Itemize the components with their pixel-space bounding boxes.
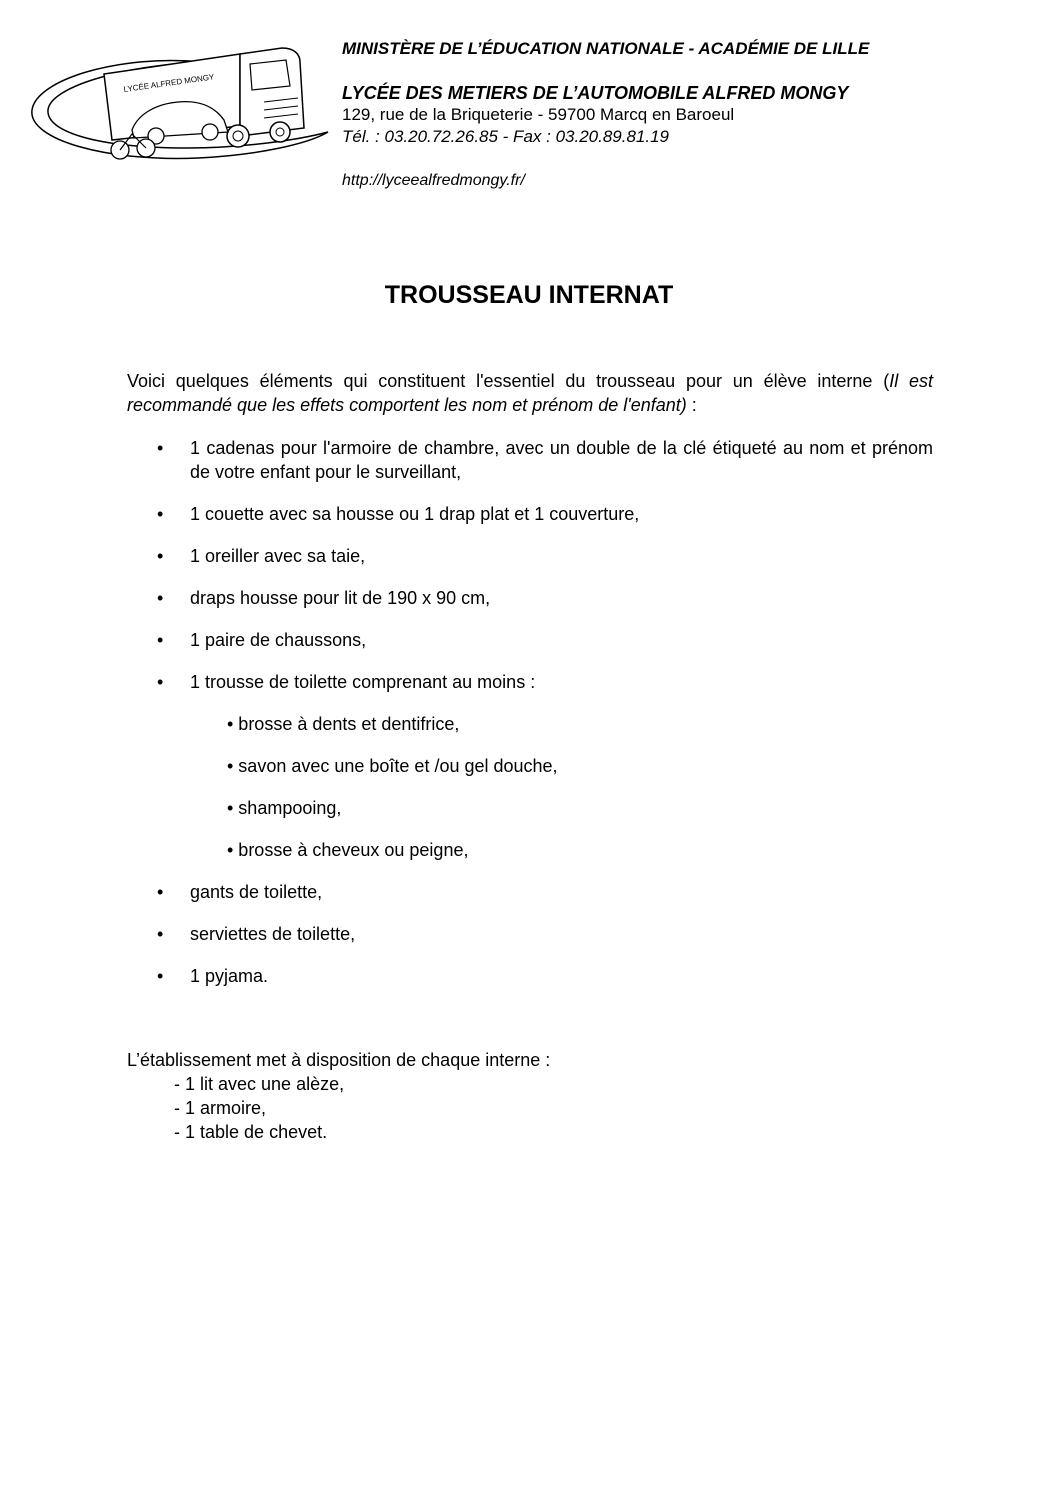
school-address: 129, rue de la Briqueterie - 59700 Marcq en Baroeul [342, 105, 735, 124]
sublist-item: • brosse à cheveux ou peigne, [227, 840, 469, 860]
bullet: • [157, 438, 164, 458]
list-item-text: draps housse pour lit de 190 x 90 cm, [190, 588, 491, 608]
bullet: • [157, 882, 164, 902]
bullet: • [157, 966, 164, 986]
list-item [127, 586, 933, 610]
school-name: LYCÉE DES METIERS DE L’AUTOMOBILE ALFRED MONGY [342, 83, 849, 103]
school-header [342, 38, 1022, 192]
list-item [127, 880, 933, 904]
list-item-text: 1 couette avec sa housse ou 1 drap plat et 1 couverture, [190, 504, 640, 524]
bullet: • [157, 588, 164, 608]
school-logo [28, 40, 334, 168]
page-title: TROUSSEAU INTERNAT [384, 281, 674, 309]
list-item [127, 628, 933, 652]
list-item [127, 502, 933, 526]
logo-lettering: LYCÉE ALFRED MONGY [123, 72, 215, 94]
provided-item: - 1 table de chevet. [174, 1122, 328, 1142]
sublist-item: • shampooing, [227, 798, 342, 818]
bullet: • [157, 504, 164, 524]
bullet: • [157, 924, 164, 944]
school-phone-fax: Tél. : 03.20.72.26.85 - Fax : 03.20.89.81.19 [342, 127, 670, 146]
list-item-text: 1 pyjama. [190, 966, 269, 986]
provided-item: - 1 armoire, [174, 1098, 267, 1118]
toiletries-sublist [190, 712, 933, 862]
list-item-text: 1 oreiller avec sa taie, [190, 546, 366, 566]
list-item-text: 1 trousse de toilette comprenant au moins : [190, 672, 536, 692]
bullet: • [157, 630, 164, 650]
trousseau-list [127, 436, 933, 1006]
provided-lead: L’établissement met à disposition de chaque interne : [127, 1050, 551, 1070]
school-website-link[interactable]: http://lyceealfredmongy.fr/ [342, 172, 525, 189]
provided-list [127, 1072, 933, 1144]
list-item [127, 436, 933, 484]
ministry-heading: MINISTÈRE DE L’ÉDUCATION NATIONALE - ACADÉMIE DE LILLE [342, 39, 870, 58]
list-item-text: serviettes de toilette, [190, 924, 356, 944]
sublist-item: • brosse à dents et dentifrice, [227, 714, 460, 734]
list-item [127, 964, 933, 988]
sublist-item: • savon avec une boîte et /ou gel douche, [227, 756, 558, 776]
bullet: • [157, 546, 164, 566]
intro-text: Voici quelques éléments qui constituent l'essentiel du trousseau pour un élève interne ( [127, 371, 890, 391]
intro-suffix: : [686, 395, 697, 415]
provided-item: - 1 lit avec une alèze, [174, 1074, 345, 1094]
provided-section [127, 1048, 933, 1144]
list-item-text: gants de toilette, [190, 882, 323, 902]
bullet: • [157, 672, 164, 692]
list-item-text: 1 paire de chaussons, [190, 630, 367, 650]
intro-note: Il est recommandé que les effets comportent les nom et prénom de l'enfant) [127, 371, 933, 415]
list-item [127, 922, 933, 946]
list-item [127, 670, 933, 862]
intro-paragraph [127, 369, 933, 417]
list-item-text: 1 cadenas pour l'armoire de chambre, avec un double de la clé étiqueté au nom et prénom de votre enfant pour le surveillant, [190, 438, 933, 482]
list-item [127, 544, 933, 568]
